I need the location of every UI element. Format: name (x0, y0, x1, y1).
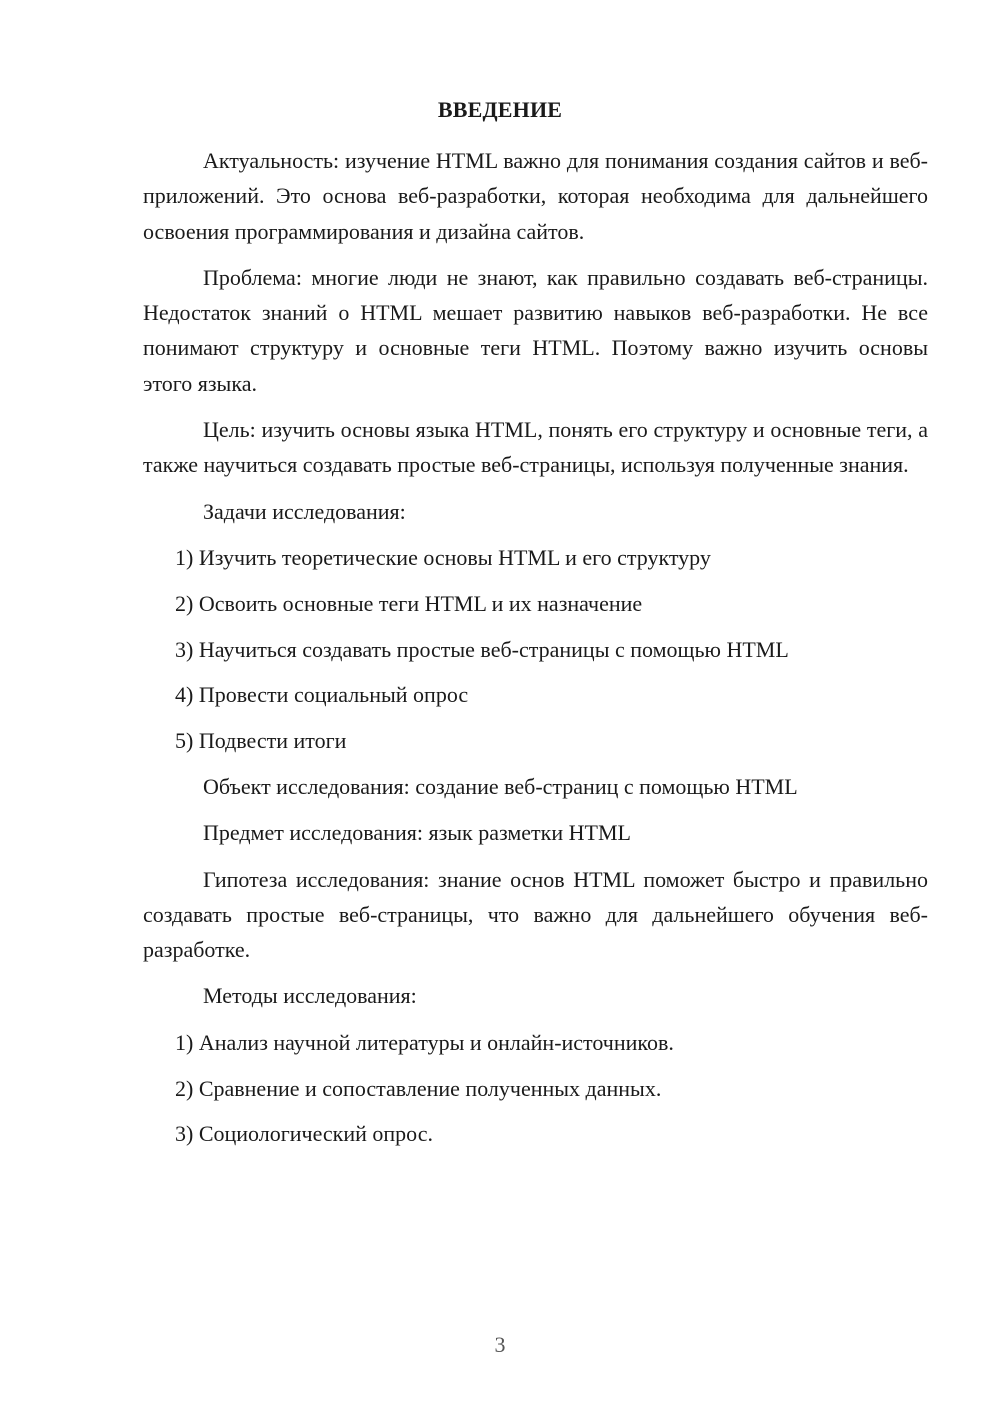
tasks-list (143, 540, 928, 758)
subject-paragraph: Предмет исследования: язык разметки HTML (203, 820, 631, 846)
problem-paragraph: Проблема: многие люди не знают, как правильно создавать веб-страницы. Недостаток знаний о HTML мешает развитию навыков веб-разработки. Не все понимают структуру и основные теги HTML. Поэтому важно изучить основы этого языка. (143, 264, 928, 396)
object-paragraph: Объект исследования: создание веб-страниц с помощью HTML (203, 773, 798, 799)
list-item: 2) Сравнение и сопоставление полученных данных. (175, 1075, 662, 1101)
page-title: ВВЕДЕНИЕ (437, 97, 563, 122)
list-item: 1) Анализ научной литературы и онлайн-источников. (175, 1029, 674, 1055)
list-item: 1) Изучить теоретические основы HTML и его структуру (175, 544, 711, 570)
methods-list (143, 1025, 928, 1152)
list-item: 5) Подвести итоги (175, 728, 347, 754)
list-item: 4) Провести социальный опрос (175, 682, 469, 708)
list-item: 3) Научиться создавать простые веб-страницы с помощью HTML (175, 636, 789, 662)
tasks-heading: Задачи исследования: (203, 498, 406, 524)
document-body (143, 143, 928, 1162)
list-item: 3) Социологический опрос. (175, 1121, 433, 1147)
methods-heading: Методы исследования: (203, 983, 417, 1009)
goal-paragraph: Цель: изучить основы языка HTML, понять его структуру и основные теги, а также научиться создавать простые веб-страницы, используя полученные знания. (143, 417, 928, 478)
list-item: 2) Освоить основные теги HTML и их назначение (175, 590, 643, 616)
page-number: 3 (494, 1332, 506, 1357)
relevance-paragraph: Актуальность: изучение HTML важно для понимания создания сайтов и веб-приложений. Это основа веб-разработки, которая необходима для дальнейшего освоения программирования и дизайна сайтов. (143, 148, 928, 244)
hypothesis-paragraph: Гипотеза исследования: знание основ HTML поможет быстро и правильно создавать простые веб-страницы, что важно для дальнейшего обучения веб-разработке. (143, 866, 928, 963)
